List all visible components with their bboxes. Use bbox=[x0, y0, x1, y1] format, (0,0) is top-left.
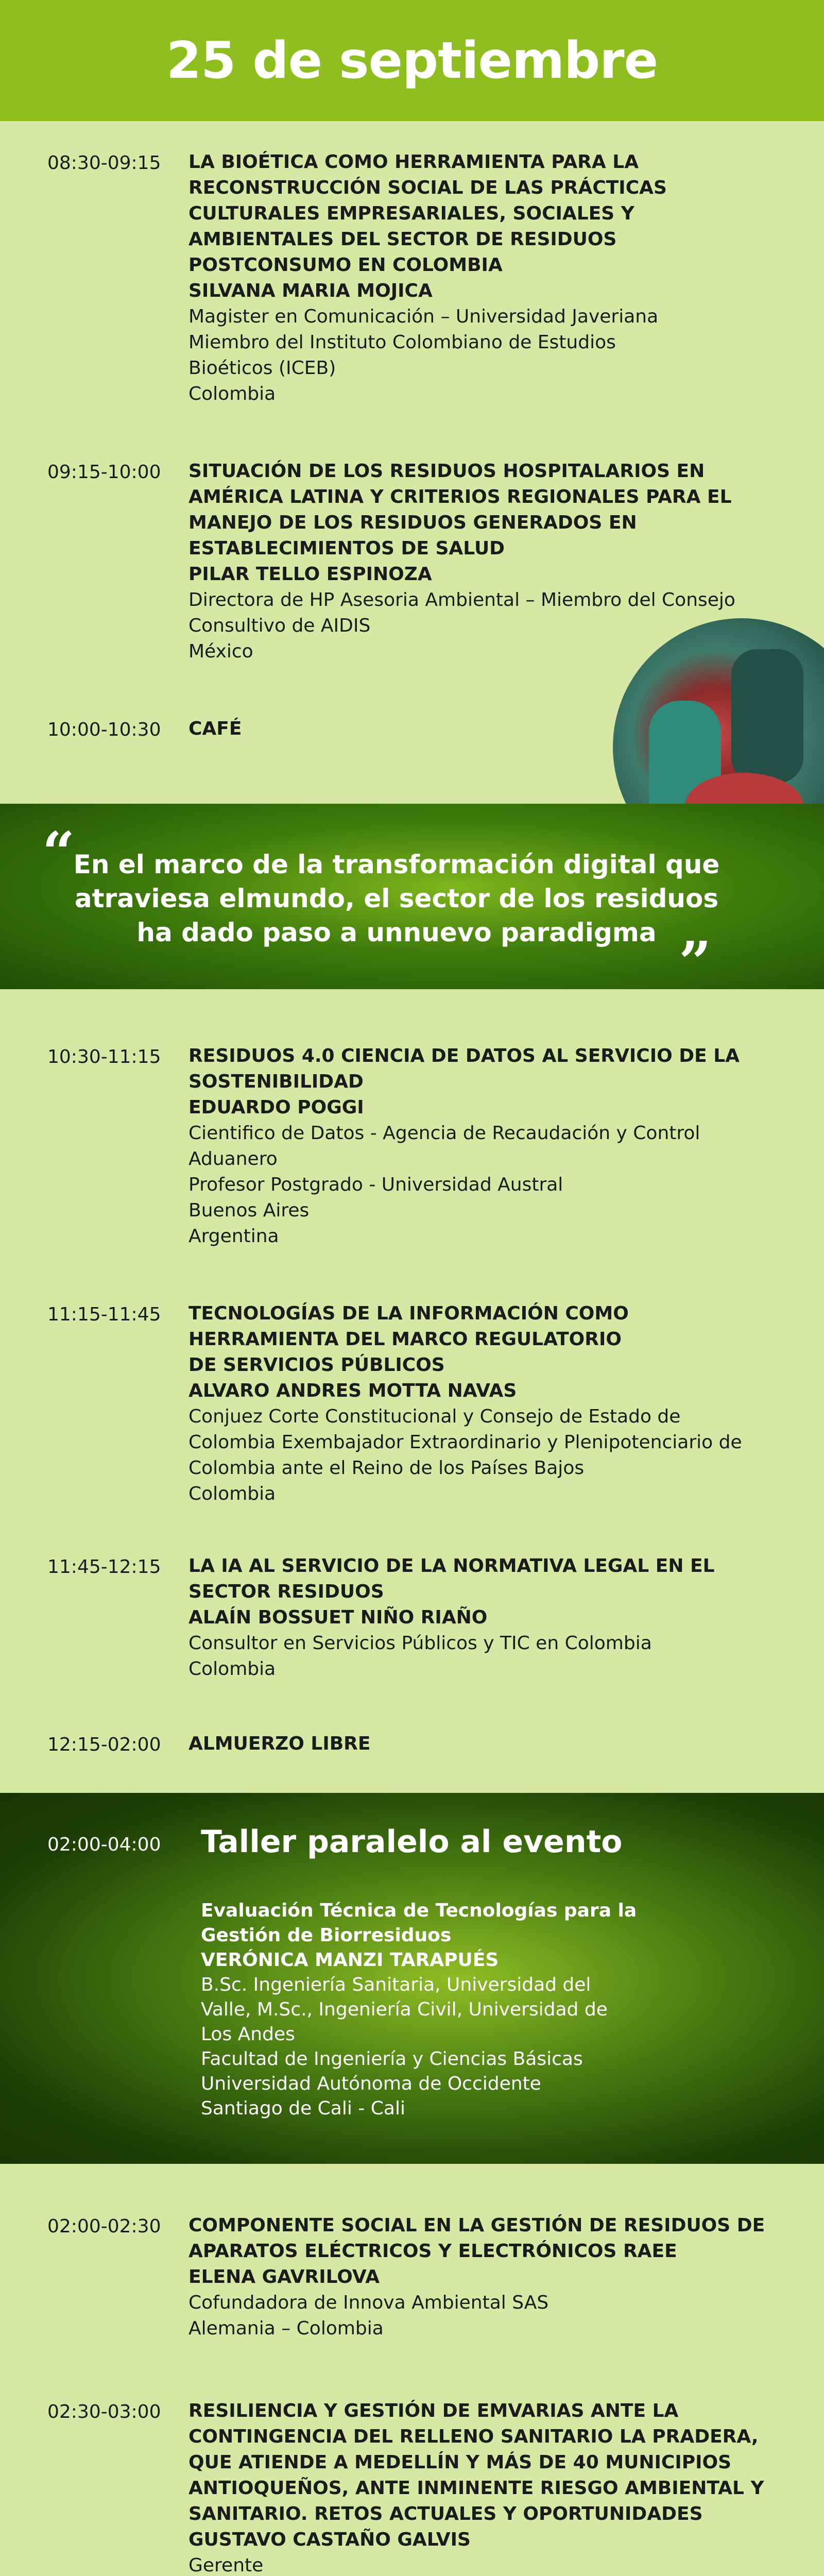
session-time: 10:30-11:15 bbox=[47, 1046, 161, 1067]
quote-line: atraviesa elmundo, el sector de los residuos bbox=[74, 884, 719, 913]
session-title: CAFÉ bbox=[188, 718, 242, 739]
quote-line: En el marco de la transformación digital que bbox=[73, 850, 720, 879]
speaker-detail: Conjuez Corte Constitucional y Consejo de Estado de Colombia Exembajador Extraordinario y Plenipotenciario de Colombia ante el Reino de los Países Bajos bbox=[188, 1406, 742, 1479]
agenda-item bbox=[0, 1553, 824, 1692]
workshop-detail: B.Sc. Ingeniería Sanitaria, Universidad del Valle, M.Sc., Ingeniería Civil, Universidad de Los Andes bbox=[201, 1974, 608, 2045]
speaker-detail: Magister en Comunicación – Universidad Javeriana bbox=[188, 306, 659, 327]
speaker-country: Colombia bbox=[188, 383, 276, 404]
speaker-country: Alemania – Colombia bbox=[188, 2318, 384, 2339]
workshop-heading: Taller paralelo al evento bbox=[201, 1824, 623, 1860]
session-title: SITUACIÓN DE LOS RESIDUOS HOSPITALARIOS EN AMÉRICA LATINA Y CRITERIOS REGIONALES PARA EL MANEJO DE LOS RESIDUOS GENERADOS EN ESTABLECIMIENTOS DE SALUD bbox=[188, 461, 732, 559]
quote-line: ha dado paso a unnuevo paradigma bbox=[136, 918, 657, 947]
workshop-detail: Facultad de Ingeniería y Ciencias Básicas bbox=[201, 2048, 583, 2070]
session-time: 12:15-02:00 bbox=[47, 1734, 161, 1755]
speaker-detail: Miembro del Instituto Colombiano de Estudios Bioéticos (ICEB) bbox=[188, 332, 616, 379]
speaker-country: Colombia bbox=[188, 1483, 276, 1504]
speaker-name: SILVANA MARIA MOJICA bbox=[188, 280, 433, 301]
session-time: 11:45-12:15 bbox=[47, 1556, 161, 1578]
session-time: 09:15-10:00 bbox=[47, 462, 161, 483]
agenda-item bbox=[0, 1301, 824, 1517]
speaker-name: ELENA GAVRILOVA bbox=[188, 2266, 380, 2287]
speaker-name: ALVARO ANDRES MOTTA NAVAS bbox=[188, 1380, 517, 1401]
speaker-name: PILAR TELLO ESPINOZA bbox=[188, 564, 432, 585]
date-header bbox=[0, 0, 824, 121]
session-title: RESIDUOS 4.0 CIENCIA DE DATOS AL SERVICIO DE LA SOSTENIBILIDAD bbox=[188, 1045, 740, 1092]
session-title: LA IA AL SERVICIO DE LA NORMATIVA LEGAL EN EL SECTOR RESIDUOS bbox=[188, 1555, 715, 1602]
speaker-detail: Cofundadora de Innova Ambiental SAS bbox=[188, 2292, 549, 2313]
session-title: COMPONENTE SOCIAL EN LA GESTIÓN DE RESIDUOS DE APARATOS ELÉCTRICOS Y ELECTRÓNICOS RAEE bbox=[188, 2215, 765, 2262]
session-time: 08:30-09:15 bbox=[47, 152, 161, 174]
speaker-name: ALAÍN BOSSUET NIÑO RIAÑO bbox=[188, 1607, 488, 1628]
speaker-name: GUSTAVO CASTAÑO GALVIS bbox=[188, 2529, 471, 2550]
agenda-item bbox=[0, 716, 824, 747]
workshop-title: Evaluación Técnica de Tecnologías para la Gestión de Biorresiduos bbox=[201, 1900, 637, 1946]
agenda-item bbox=[0, 2213, 824, 2378]
speaker-detail: Gerente bbox=[188, 2555, 264, 2576]
speaker-detail: Cientifico de Datos - Agencia de Recaudación y Control Aduanero bbox=[188, 1123, 700, 1170]
session-title: LA BIOÉTICA COMO HERRAMIENTA PARA LA RECONSTRUCCIÓN SOCIAL DE LAS PRÁCTICAS CULTURALES EMPRESARIALES, SOCIALES Y AMBIENTALES DEL SECTOR DE RESIDUOS POSTCONSUMO EN COLOMBIA bbox=[188, 151, 667, 276]
workshop-time: 02:00-04:00 bbox=[47, 1834, 161, 1855]
open-quote-icon: “ bbox=[42, 819, 75, 886]
session-title: ALMUERZO LIBRE bbox=[188, 1733, 371, 1754]
speaker-detail: Consultor en Servicios Públicos y TIC en Colombia bbox=[188, 1633, 652, 1654]
session-time: 10:00-10:30 bbox=[47, 719, 161, 740]
speaker-country: México bbox=[188, 641, 253, 662]
workshop-banner bbox=[0, 1793, 824, 2164]
agenda-item bbox=[0, 149, 824, 417]
workshop-location: Santiago de Cali - Cali bbox=[201, 2098, 405, 2119]
close-quote-icon: „ bbox=[680, 896, 713, 963]
session-time: 02:00-02:30 bbox=[47, 2216, 161, 2237]
session-time: 02:30-03:00 bbox=[47, 2401, 161, 2422]
quote-banner bbox=[0, 804, 824, 989]
agenda-item bbox=[0, 2398, 824, 2576]
session-title: RESILIENCIA Y GESTIÓN DE EMVARIAS ANTE LA CONTINGENCIA DEL RELLENO SANITARIO LA PRADERA, QUE ATIENDE A MEDELLÍN Y MÁS DE 40 MUNICIPIOS ANTIOQUEÑOS, ANTE INMINENTE RIESGO AMBIENTAL Y SANITARIO. RETOS ACTUALES Y OPORTUNIDADES bbox=[188, 2400, 764, 2524]
speaker-detail: Profesor Postgrado - Universidad Austral bbox=[188, 1174, 563, 1195]
session-title: TECNOLOGÍAS DE LA INFORMACIÓN COMO HERRAMIENTA DEL MARCO REGULATORIO DE SERVICIOS PÚBLICOS bbox=[188, 1303, 629, 1376]
speaker-detail: Buenos Aires bbox=[188, 1200, 310, 1221]
speaker-detail: Directora de HP Asesoria Ambiental – Miembro del Consejo Consultivo de AIDIS bbox=[188, 589, 735, 636]
session-time: 11:15-11:45 bbox=[47, 1304, 161, 1325]
agenda-item bbox=[0, 1731, 824, 1762]
speaker-name: EDUARDO POGGI bbox=[188, 1097, 364, 1118]
speaker-country: Colombia bbox=[188, 1658, 276, 1680]
agenda-item bbox=[0, 1043, 824, 1270]
workshop-speaker: VERÓNICA MANZI TARAPUÉS bbox=[201, 1950, 499, 1971]
workshop-detail: Universidad Autónoma de Occidente bbox=[201, 2073, 541, 2094]
page-title: 25 de septiembre bbox=[166, 31, 658, 90]
quote-text bbox=[72, 848, 721, 950]
speaker-country: Argentina bbox=[188, 1226, 279, 1247]
